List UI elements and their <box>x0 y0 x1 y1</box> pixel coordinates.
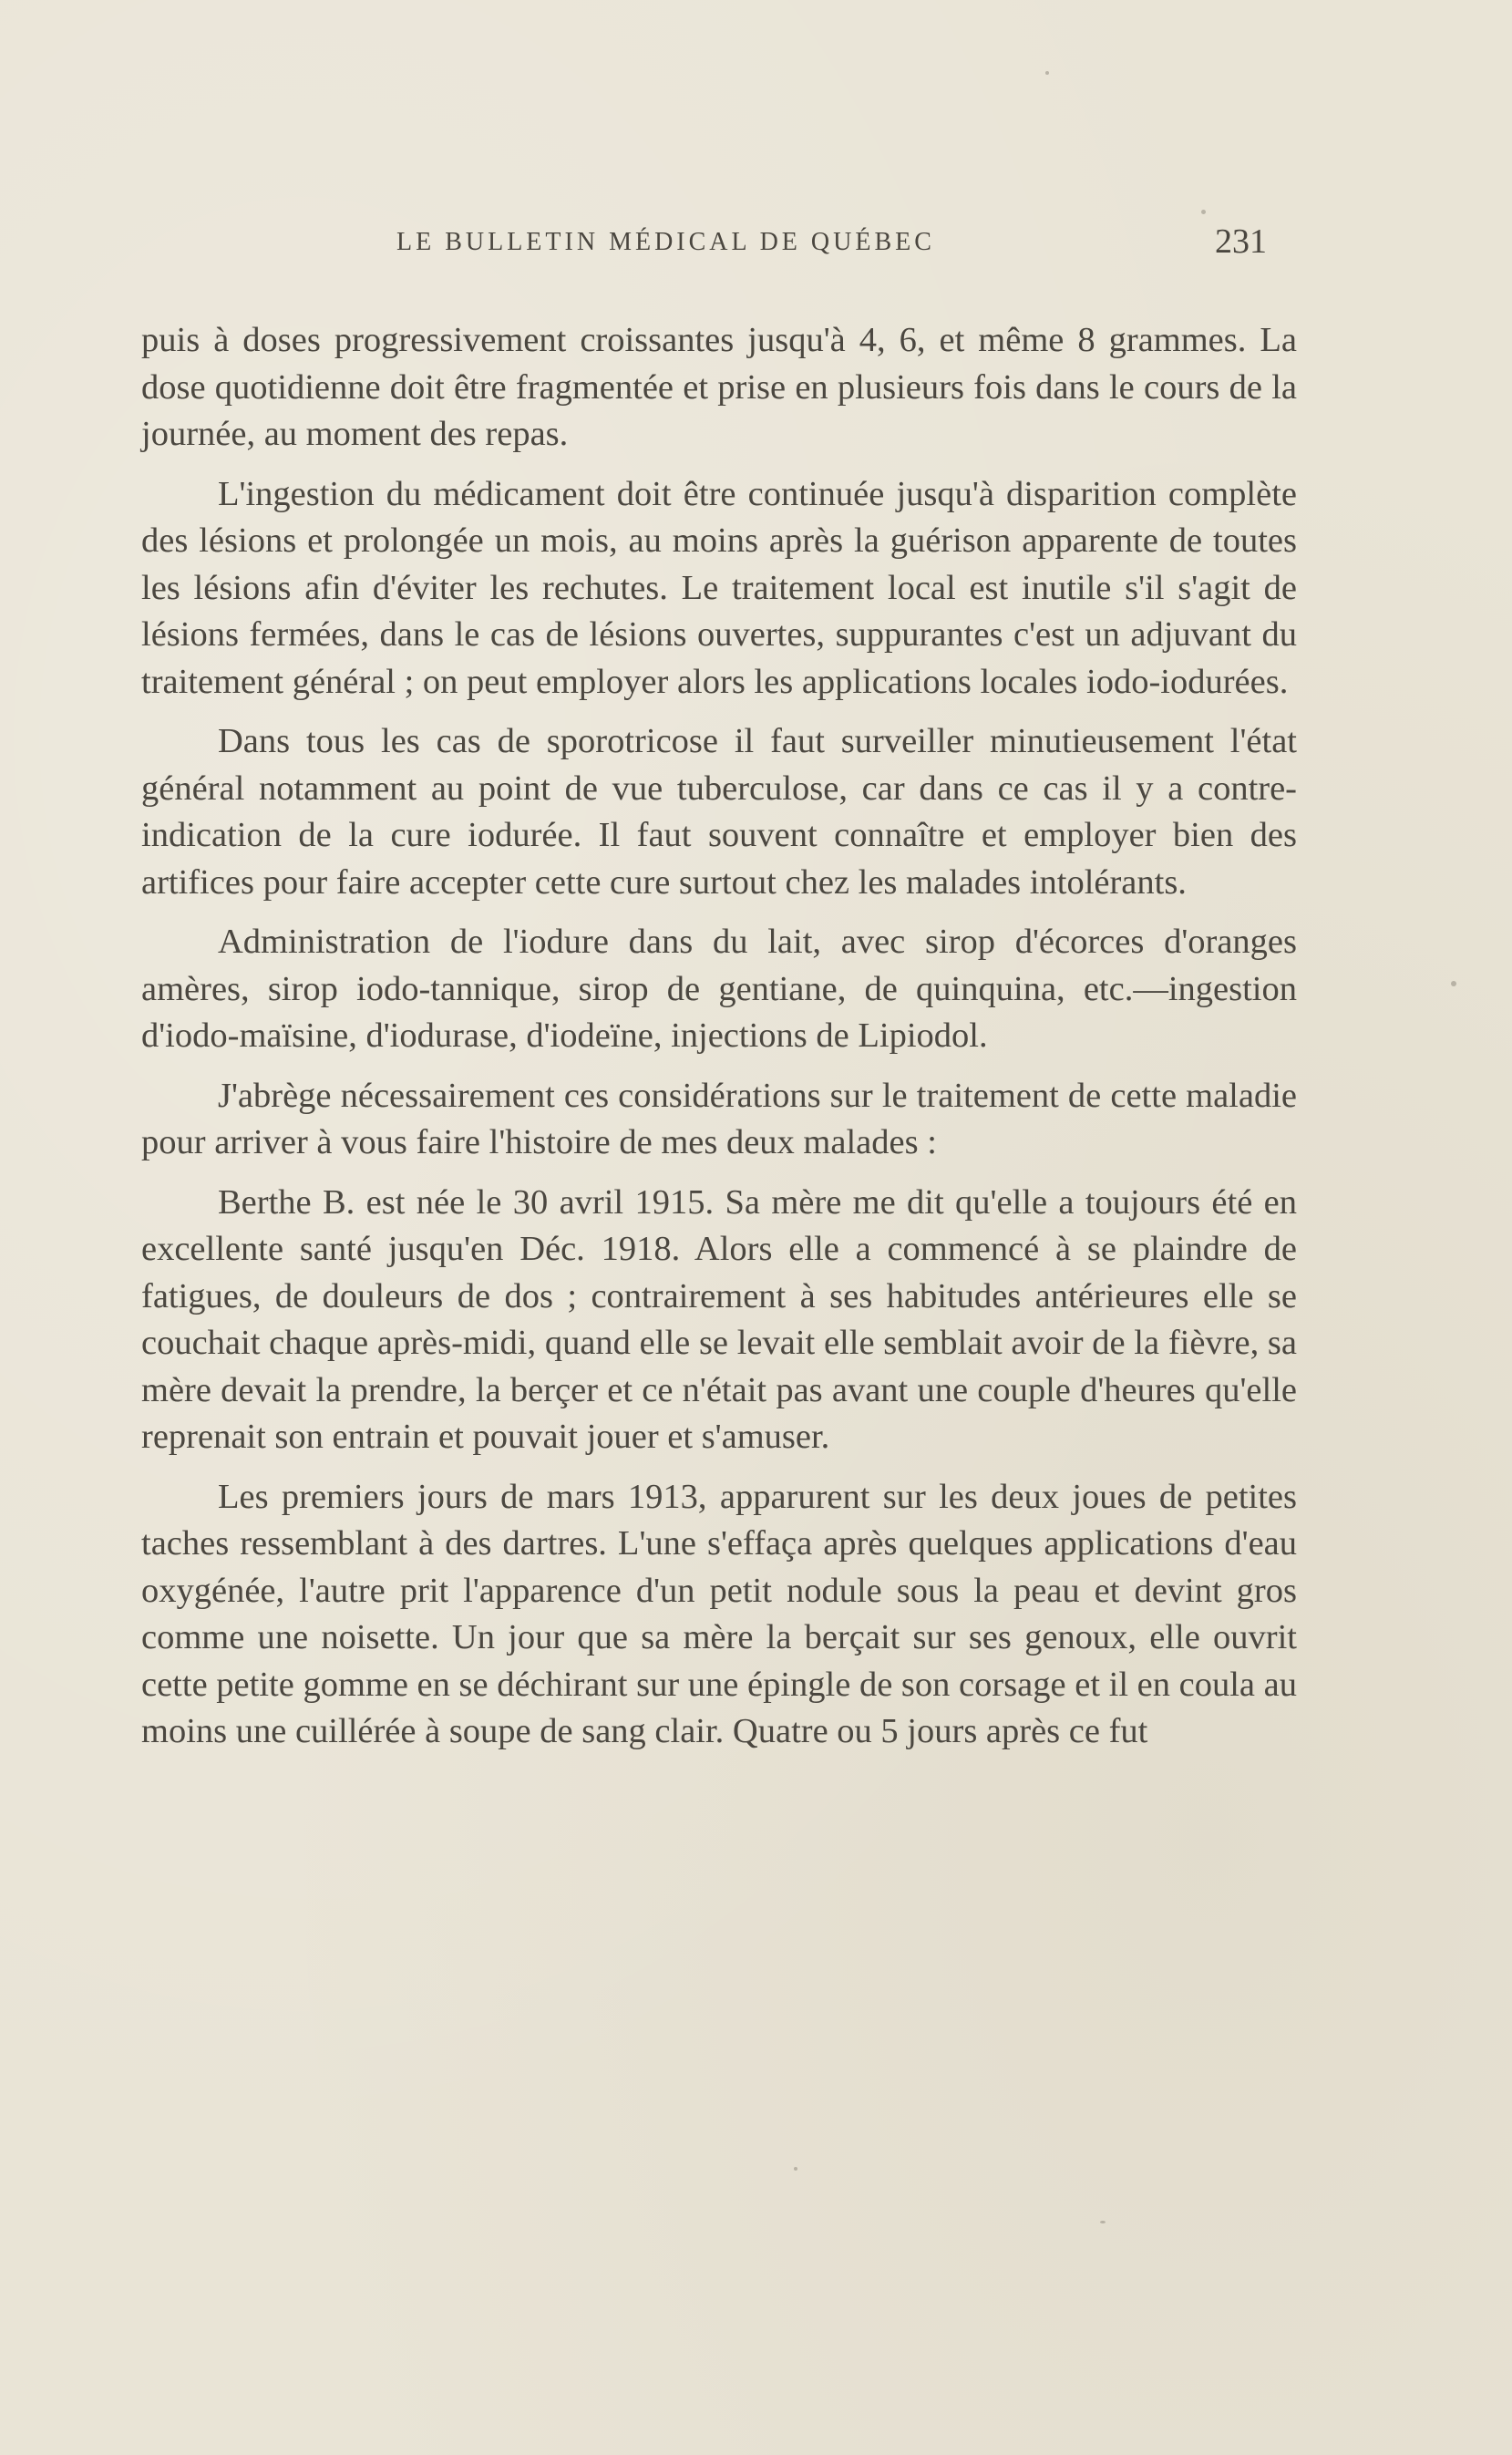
paragraph-premiers-jours: Les premiers jours de mars 1913, apparurent sur les deux joues de petites taches ressemblant à des dartres. L'une s'effaça après quelques applications d'eau oxygénée, l'autre prit l'apparence d'un petit nodule sous la peau et devint gros comme une noisette. Un jour que sa mère la berçait sur ses genoux, elle ouvrit cette petite gomme en se déchirant sur une épingle de son corsage et il en coula au moins une cuillérée à soupe de sang clair. Quatre ou 5 jours après ce fut <box>141 1477 1297 1750</box>
paragraph-ingestion: L'ingestion du médicament doit être continuée jusqu'à disparition complète des lésions et prolongée un mois, au moins après la guérison apparente de toutes les lésions afin d'éviter les rechutes. Le traitement local est inutile s'il s'agit de lésions fermées, dans le cas de lésions ouvertes, suppurantes c'est un adjuvant du traitement général ; on peut employer alors les applications locales iodo-iodurées. <box>141 474 1297 701</box>
paragraph-continuation: puis à doses progressivement croissantes jusqu'à 4, 6, et même 8 grammes. La dose quotidienne doit être fragmentée et prise en plusieurs fois dans le cours de la journée, au moment des repas. <box>141 321 1297 453</box>
running-title: LE BULLETIN MÉDICAL DE QUÉBEC <box>396 228 935 256</box>
paragraph-sporotricose: Dans tous les cas de sporotricose il faut surveiller minutieusement l'état général notamment au point de vue tuberculose, car dans ce cas il y a contre-indication de la cure iodurée. Il faut souvent connaître et employer bien des artifices pour faire accepter cette cure surtout chez les malades intolérants. <box>141 722 1297 902</box>
paper-speck <box>1045 71 1049 75</box>
paragraph-berthe: Berthe B. est née le 30 avril 1915. Sa mère me dit qu'elle a toujours été en excellente santé jusqu'en Déc. 1918. Alors elle a commencé à se plaindre de fatigues, de douleurs de dos ; contrairement à ses habitudes antérieures elle se couchait chaque après-midi, quand elle se levait elle semblait avoir de la fièvre, sa mère devait la prendre, la berçer et ce n'était pas avant une couple d'heures qu'elle reprenait son entrain et pouvait jouer et s'amuser. <box>141 1182 1297 1456</box>
paragraph-abrege: J'abrège nécessairement ces considérations sur le traitement de cette maladie pour arriver à vous faire l'histoire de mes deux malades : <box>141 1076 1297 1161</box>
paper-speck <box>1201 210 1206 214</box>
paper-speck <box>1100 2221 1106 2223</box>
paper-speck <box>794 2167 797 2171</box>
paragraph-administration: Administration de l'iodure dans du lait, avec sirop d'écorces d'oranges amères, sirop iodo-tannique, sirop de gentiane, de quinquina, etc.—ingestion d'iodo-maïsine, d'iodurase, d'iodeïne, injections de Lipiodol. <box>141 923 1297 1055</box>
body-text <box>141 317 1297 1769</box>
page-number: 231 <box>1215 222 1267 261</box>
paper-speck <box>1451 981 1456 986</box>
